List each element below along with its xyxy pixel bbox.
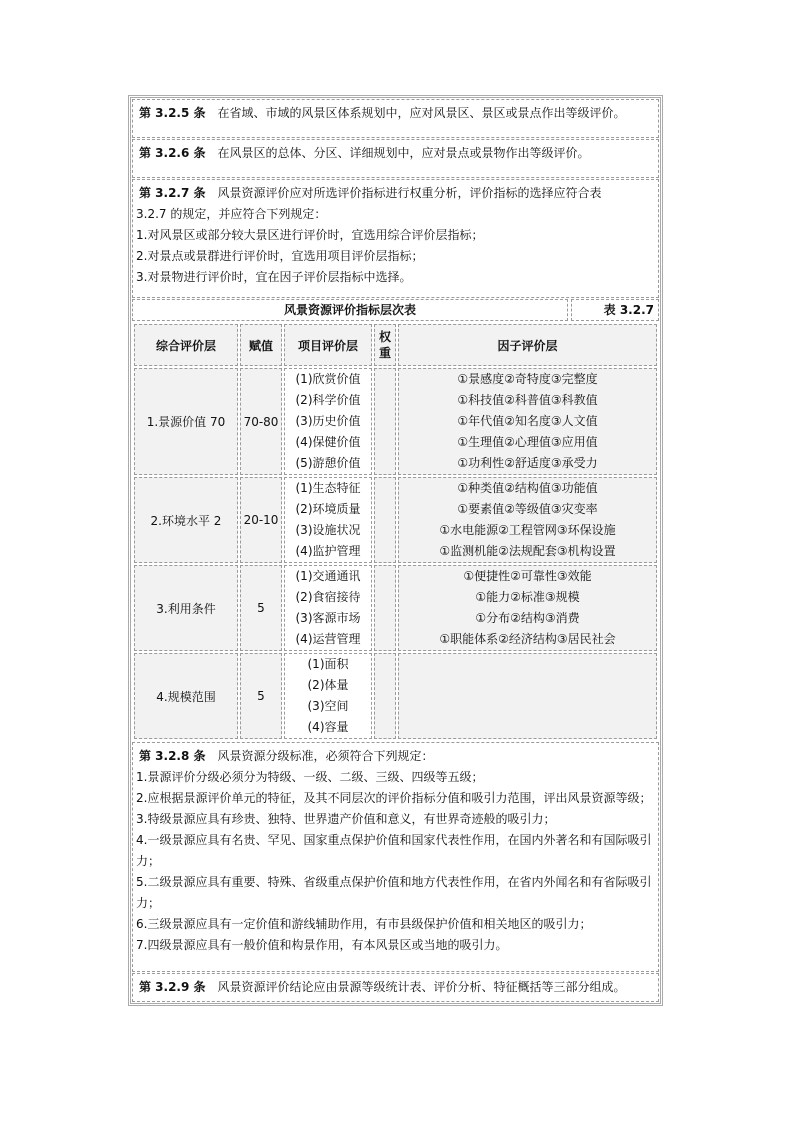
cell-factors	[398, 653, 657, 739]
document-frame	[128, 95, 663, 1006]
article-item: 3.对景物进行评价时，宜在因子评价层指标中选择。	[136, 270, 412, 284]
header-weight: 权重	[374, 324, 396, 366]
header-factor: 因子评价层	[398, 324, 657, 366]
cell-value: 5	[240, 565, 282, 651]
evaluation-index-table	[132, 322, 659, 741]
table-number: 表 3.2.7	[571, 299, 659, 321]
article-item: 7.四级景源应具有一般价值和构景作用，有本风景区或当地的吸引力。	[136, 938, 508, 952]
project-item: (3)客源市场	[295, 611, 361, 625]
project-item: (2)环境质量	[295, 502, 361, 516]
article-3-2-6	[132, 139, 659, 178]
article-text: 在省域、市域的风景区体系规划中，应对风景区、景区或景点作出等级评价。	[217, 106, 626, 120]
cell-weight	[374, 477, 396, 563]
article-3-2-8	[132, 742, 659, 972]
cell-value: 70-80	[240, 368, 282, 475]
article-3-2-7	[132, 179, 659, 298]
table-row	[134, 565, 657, 651]
table-title: 风景资源评价指标层次表	[132, 299, 568, 321]
factor-item: ①能力②标准③规模	[475, 590, 580, 604]
cell-comprehensive: 1.景源价值 70	[134, 368, 238, 475]
project-item: (1)交通通讯	[295, 569, 361, 583]
factor-item: ①监测机能②法规配套③机构设置	[439, 544, 616, 558]
cell-projects	[284, 653, 372, 739]
factor-item: ①分布②结构③消费	[475, 611, 580, 625]
article-item: 6.三级景源应具有一定价值和游线辅助作用，有市县级保护价值和相关地区的吸引力；	[136, 917, 592, 931]
cell-projects	[284, 565, 372, 651]
factor-item: ①生理值②心理值③应用值	[457, 435, 598, 449]
article-item: 4.一级景源应具有名贵、罕见、国家重点保护价值和国家代表性作用，在国内外著名和有国际吸引力；	[136, 833, 652, 868]
cell-value: 20-10	[240, 477, 282, 563]
header-project: 项目评价层	[284, 324, 372, 366]
project-item: (2)食宿接待	[295, 590, 361, 604]
article-item: 3.特级景源应具有珍贵、独特、世界遗产价值和意义，有世界奇迹般的吸引力；	[136, 812, 556, 826]
article-item: 1.对风景区或部分较大景区进行评价时，宜选用综合评价层指标；	[136, 228, 484, 242]
table-row	[134, 368, 657, 475]
cell-comprehensive: 4.规模范围	[134, 653, 238, 739]
project-item: (2)科学价值	[295, 393, 361, 407]
project-item: (3)空间	[307, 699, 349, 713]
project-item: (2)体量	[307, 678, 349, 692]
article-intro: 风景资源分级标准，必须符合下列规定：	[217, 749, 434, 763]
project-item: (5)游憩价值	[295, 456, 361, 470]
article-intro-cont: 3.2.7 的规定，并应符合下列规定：	[136, 207, 327, 221]
project-item: (4)运营管理	[295, 632, 361, 646]
factor-item: ①科技值②科普值③科教值	[457, 393, 598, 407]
cell-factors	[398, 368, 657, 475]
cell-comprehensive: 2.环境水平 2	[134, 477, 238, 563]
factor-item: ①便捷性②可靠性③效能	[463, 569, 592, 583]
article-text: 在风景区的总体、分区、详细规划中，应对景点或景物作出等级评价。	[217, 146, 590, 160]
article-text: 风景资源评价结论应由景源等级统计表、评价分析、特征概括等三部分组成。	[217, 980, 626, 994]
article-item: 2.应根据景源评价单元的特征，及其不同层次的评价指标分值和吸引力范围，评出风景资源等级；	[136, 791, 652, 805]
article-item: 2.对景点或景群进行评价时，宜选用项目评价层指标；	[136, 249, 424, 263]
cell-projects	[284, 368, 372, 475]
factor-item: ①年代值②知名度③人文值	[457, 414, 598, 428]
project-item: (4)容量	[307, 720, 349, 734]
table-row	[134, 477, 657, 563]
factor-item: ①要素值②等级值③灾变率	[457, 502, 598, 516]
article-number: 第 3.2.5 条	[139, 106, 206, 120]
project-item: (1)欣赏价值	[295, 372, 361, 386]
table-header-row	[134, 324, 657, 366]
article-3-2-9	[132, 973, 659, 1002]
header-comprehensive: 综合评价层	[134, 324, 238, 366]
cell-weight	[374, 565, 396, 651]
factor-item: ①种类值②结构值③功能值	[457, 481, 598, 495]
article-number: 第 3.2.8 条	[139, 749, 206, 763]
article-intro: 风景资源评价应对所选评价指标进行权重分析，评价指标的选择应符合表	[217, 186, 602, 200]
cell-value: 5	[240, 653, 282, 739]
factor-item: ①景感度②奇特度③完整度	[457, 372, 598, 386]
cell-comprehensive: 3.利用条件	[134, 565, 238, 651]
header-value: 赋值	[240, 324, 282, 366]
cell-projects	[284, 477, 372, 563]
article-number: 第 3.2.9 条	[139, 980, 206, 994]
project-item: (1)面积	[307, 657, 349, 671]
project-item: (4)保健价值	[295, 435, 361, 449]
table-caption	[132, 299, 659, 321]
factor-item: ①功利性②舒适度③承受力	[457, 456, 598, 470]
article-item: 5.二级景源应具有重要、特殊、省级重点保护价值和地方代表性作用，在省内外闻名和有省际吸引力；	[136, 875, 652, 910]
cell-factors	[398, 477, 657, 563]
article-3-2-5	[132, 99, 659, 138]
project-item: (3)历史价值	[295, 414, 361, 428]
project-item: (1)生态特征	[295, 481, 361, 495]
cell-weight	[374, 653, 396, 739]
table-row	[134, 653, 657, 739]
article-number: 第 3.2.7 条	[139, 186, 206, 200]
article-number: 第 3.2.6 条	[139, 146, 206, 160]
article-item: 1.景源评价分级必须分为特级、一级、二级、三级、四级等五级；	[136, 770, 484, 784]
project-item: (4)监护管理	[295, 544, 361, 558]
factor-item: ①水电能源②工程管网③环保设施	[439, 523, 616, 537]
cell-weight	[374, 368, 396, 475]
factor-item: ①职能体系②经济结构③居民社会	[439, 632, 616, 646]
cell-factors	[398, 565, 657, 651]
project-item: (3)设施状况	[295, 523, 361, 537]
